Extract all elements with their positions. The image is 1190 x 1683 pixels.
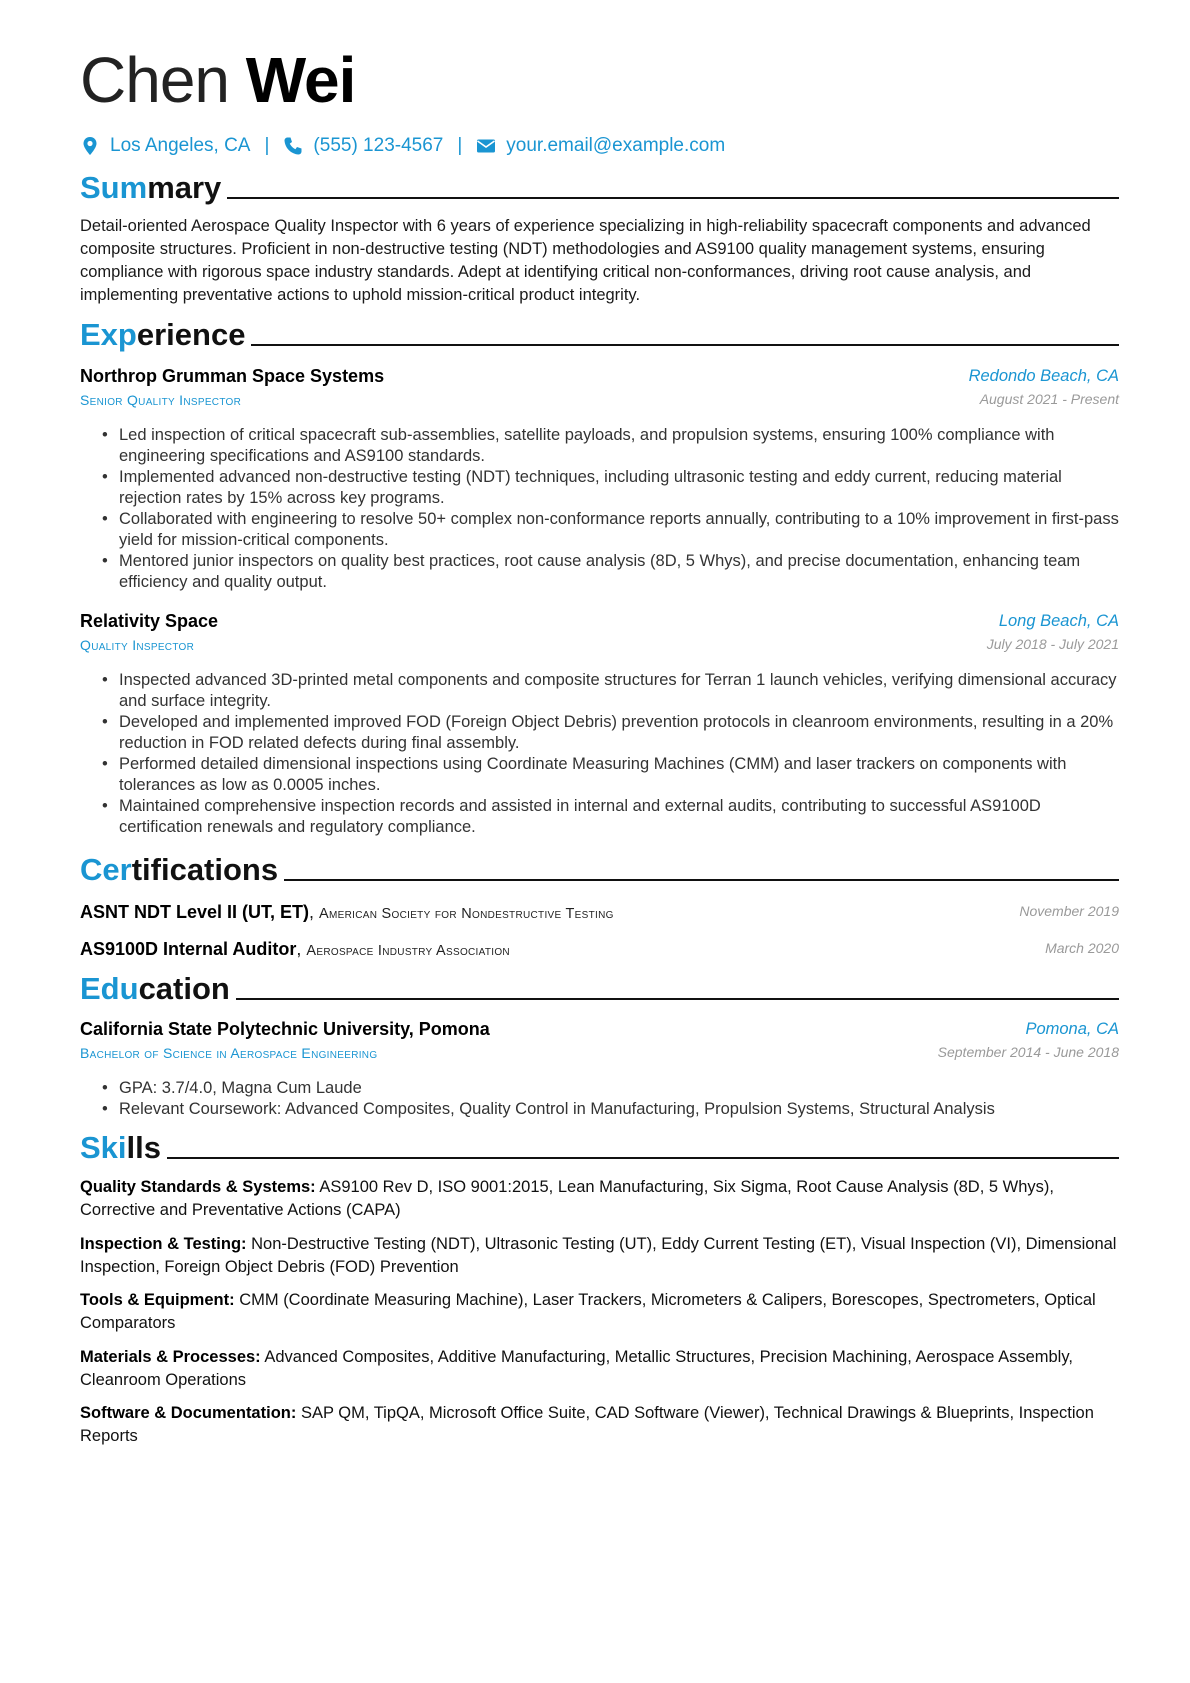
section-skills-heading bbox=[80, 1128, 1119, 1168]
contact-separator: | bbox=[457, 135, 463, 156]
list-item: • Led inspection of critical spacecraft sub-assemblies, satellite payloads, and propulsion systems, ensuring 100% compliance with engineering specifications and AS9100 standards. bbox=[100, 425, 1120, 467]
skill-group bbox=[80, 1176, 1119, 1222]
section-title-rest: lls bbox=[126, 1130, 161, 1165]
education-dates: September 2014 - June 2018 bbox=[937, 1044, 1119, 1060]
skill-values: Non-Destructive Testing (NDT), Ultrasonic Testing (UT), Eddy Current Testing (ET), Visual Inspection (VI), Dimensional Inspection, Foreign Object Debris (FOD) Prevention bbox=[80, 1235, 1117, 1276]
skill-group bbox=[80, 1233, 1119, 1279]
section-rule bbox=[227, 197, 1119, 199]
section-certifications-heading bbox=[80, 850, 1119, 890]
section-experience-heading bbox=[80, 315, 1119, 355]
skill-label: Inspection & Testing: bbox=[80, 1235, 247, 1253]
skill-values: AS9100 Rev D, ISO 9001:2015, Lean Manufacturing, Six Sigma, Root Cause Analysis (8D, 5 Whys), Corrective and Preventative Actions (CAPA) bbox=[80, 1178, 1054, 1219]
skill-values: SAP QM, TipQA, Microsoft Office Suite, CAD Software (Viewer), Technical Drawings & Blueprints, Inspection Reports bbox=[80, 1404, 1094, 1445]
phone-item[interactable] bbox=[283, 135, 443, 157]
section-title-accent: Cer bbox=[80, 852, 132, 887]
section-rule bbox=[236, 998, 1119, 1000]
skill-values: Advanced Composites, Additive Manufacturing, Metallic Structures, Precision Machining, Aerospace Assembly, Cleanroom Operations bbox=[80, 1348, 1073, 1389]
section-title bbox=[80, 168, 221, 208]
skill-values: CMM (Coordinate Measuring Machine), Laser Trackers, Micrometers & Calipers, Borescopes, Spectrometers, Optical Comparators bbox=[80, 1291, 1096, 1332]
certification-org: Aerospace Industry Association bbox=[306, 943, 510, 959]
section-title-accent: Ski bbox=[80, 1130, 127, 1165]
location-text: Los Angeles, CA bbox=[110, 135, 251, 156]
summary-text: Detail-oriented Aerospace Quality Inspector with 6 years of experience specializing in high-reliability spacecraft components and advanced composite structures. Proficient in non-destructive testing (NDT) methodologies and AS9100 quality management systems, ensuring compliance with rigorous space industry standards. Adept at identifying critical non-conformances, driving root cause analysis, and implementing preventative actions to uphold mission-critical product integrity. bbox=[80, 217, 1091, 304]
last-name: Wei bbox=[245, 44, 356, 116]
section-title-accent: Exp bbox=[80, 317, 137, 352]
phone-icon bbox=[283, 136, 303, 156]
map-marker-icon bbox=[80, 136, 100, 156]
phone-text: (555) 123-4567 bbox=[313, 135, 444, 156]
list-item: • Developed and implemented improved FOD (Foreign Object Debris) prevention protocols in cleanroom environments, resulting in a 20% reduction in FOD related defects during final assembly. bbox=[100, 712, 1120, 754]
skill-group bbox=[80, 1289, 1119, 1335]
skill-label: Software & Documentation: bbox=[80, 1404, 297, 1422]
school-name: California State Polytechnic University, Pomona bbox=[80, 1019, 490, 1039]
email-link: your.email@example.com bbox=[506, 135, 726, 156]
section-rule bbox=[167, 1157, 1119, 1159]
section-education-heading bbox=[80, 969, 1119, 1009]
skill-label: Materials & Processes: bbox=[80, 1348, 261, 1366]
skill-label: Quality Standards & Systems: bbox=[80, 1178, 316, 1196]
section-title-rest: cation bbox=[138, 971, 230, 1006]
skill-group bbox=[80, 1346, 1119, 1392]
section-title bbox=[80, 315, 245, 355]
candidate-name bbox=[80, 38, 355, 122]
section-title bbox=[80, 1128, 161, 1168]
section-title-accent: Sum bbox=[80, 170, 148, 205]
contact-line bbox=[80, 130, 725, 162]
section-title-rest: tifications bbox=[131, 852, 279, 887]
list-item: • Performed detailed dimensional inspections using Coordinate Measuring Machines (CMM) and laser trackers on components with tolerances as low as 0.0005 inches. bbox=[100, 754, 1120, 796]
section-rule bbox=[251, 344, 1119, 346]
section-rule bbox=[284, 879, 1119, 881]
skill-group bbox=[80, 1402, 1119, 1448]
list-item: • Maintained comprehensive inspection records and assisted in internal and external audits, contributing to successful AS9100D certification renewals and regulatory compliance. bbox=[100, 796, 1120, 838]
degree-name: Bachelor of Science in Aerospace Engineering bbox=[80, 1045, 378, 1061]
job-title: Senior Quality Inspector bbox=[80, 392, 242, 408]
job-bullets bbox=[100, 425, 1120, 593]
section-summary-heading bbox=[80, 168, 1119, 208]
section-title-accent: Edu bbox=[80, 971, 139, 1006]
certification-item: AS9100D Internal Auditor, Aerospace Industry Association bbox=[80, 939, 510, 959]
location-item bbox=[80, 135, 250, 157]
list-item: • GPA: 3.7/4.0, Magna Cum Laude bbox=[100, 1078, 1120, 1099]
list-item: • Inspected advanced 3D-printed metal components and composite structures for Terran 1 launch vehicles, verifying dimensional accuracy and surface integrity. bbox=[100, 670, 1120, 712]
school-location: Pomona, CA bbox=[1025, 1020, 1119, 1038]
list-item: • Mentored junior inspectors on quality best practices, root cause analysis (8D, 5 Whys), and precise documentation, enhancing team efficiency and quality output. bbox=[100, 551, 1120, 593]
certification-date: November 2019 bbox=[1019, 903, 1119, 919]
section-title-rest: mary bbox=[147, 170, 222, 205]
section-title bbox=[80, 969, 230, 1009]
education-bullets bbox=[100, 1078, 1120, 1120]
certification-item: ASNT NDT Level II (UT, ET), American Society for Nondestructive Testing bbox=[80, 902, 614, 922]
section-title bbox=[80, 850, 278, 890]
certification-date: March 2020 bbox=[1045, 940, 1119, 956]
job-dates: August 2021 - Present bbox=[979, 391, 1119, 407]
job-company: Relativity Space bbox=[80, 611, 219, 631]
contact-separator: | bbox=[264, 135, 270, 156]
section-title-rest: erience bbox=[136, 317, 246, 352]
list-item: • Implemented advanced non-destructive testing (NDT) techniques, including ultrasonic testing and eddy current, reducing material rejection rates by 15% across key programs. bbox=[100, 467, 1120, 509]
job-title: Quality Inspector bbox=[80, 637, 195, 653]
job-location: Long Beach, CA bbox=[998, 612, 1119, 630]
certification-name: AS9100D Internal Auditor bbox=[80, 939, 297, 959]
job-location: Redondo Beach, CA bbox=[968, 367, 1119, 385]
envelope-icon bbox=[476, 136, 496, 156]
list-item: • Relevant Coursework: Advanced Composites, Quality Control in Manufacturing, Propulsion Systems, Structural Analysis bbox=[100, 1099, 1120, 1120]
email-item[interactable] bbox=[476, 135, 725, 157]
first-name: Chen bbox=[80, 44, 229, 116]
list-item: • Collaborated with engineering to resolve 50+ complex non-conformance reports annually, contributing to a 10% improvement in first-pass yield for mission-critical components. bbox=[100, 509, 1120, 551]
job-dates: July 2018 - July 2021 bbox=[986, 636, 1119, 652]
certification-name: ASNT NDT Level II (UT, ET) bbox=[80, 902, 310, 922]
job-bullets bbox=[100, 670, 1120, 838]
job-company: Northrop Grumman Space Systems bbox=[80, 366, 385, 386]
certification-org: American Society for Nondestructive Testing bbox=[319, 906, 614, 922]
skill-label: Tools & Equipment: bbox=[80, 1291, 235, 1309]
